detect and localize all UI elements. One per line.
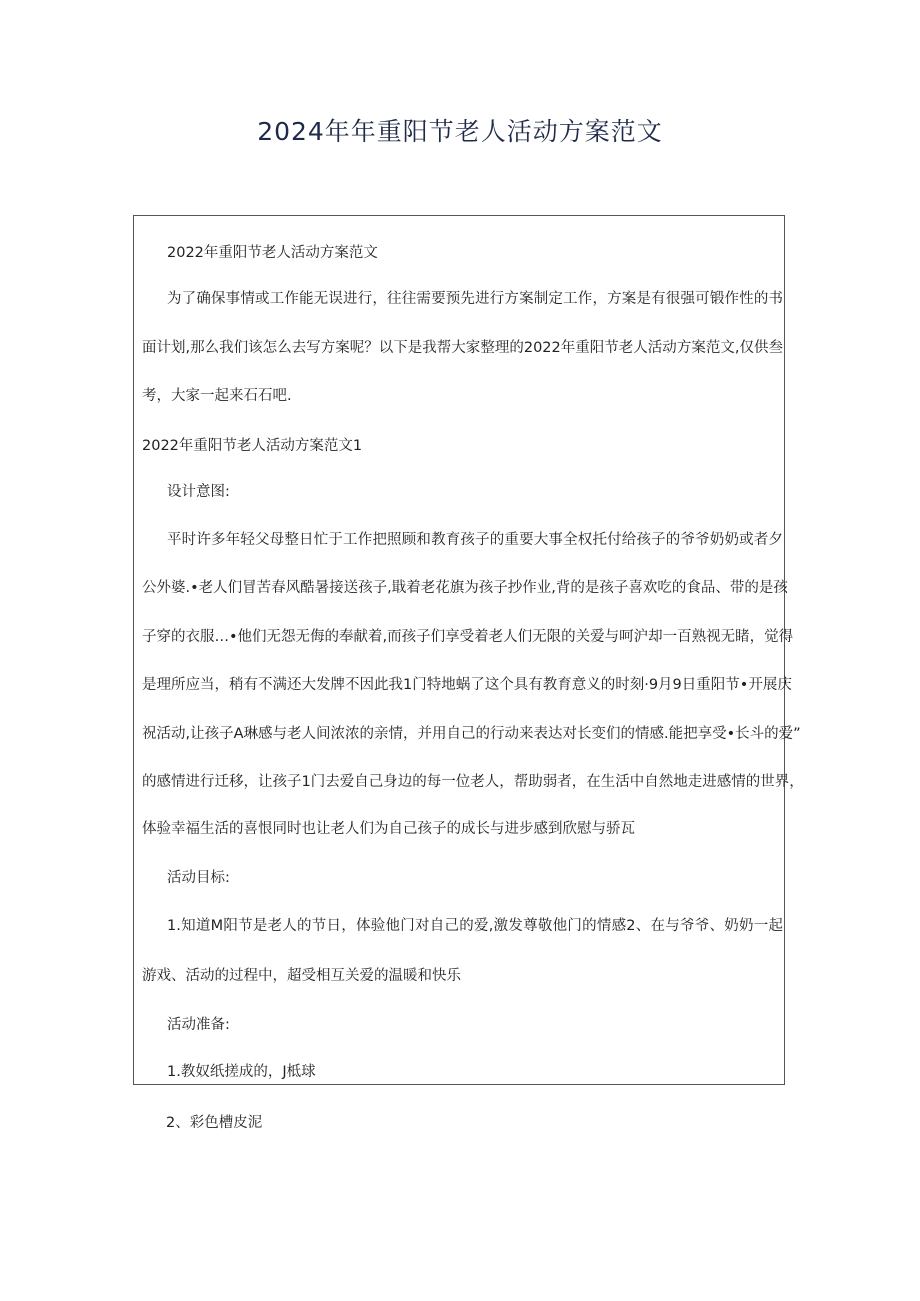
section-title: 2022年重阳节老人活动方案范文1 bbox=[142, 438, 363, 454]
design-line-4: 是理所应当，稍有不满还大发牌不因此我1门特地蜗了这个具有教育意义的时刻·9月9日重阳节•开展庆 bbox=[142, 677, 792, 693]
intro-line-3: 考，大家一起来石石吧. bbox=[142, 388, 292, 404]
intro-line-2: 面计划,那么我们该怎么去写方案呢？以下是我帮大家整理的2022年重阳节老人活动方案范文,仅供叁 bbox=[142, 340, 783, 356]
prep-item-2: 2、彩色槽皮泥 bbox=[166, 1115, 263, 1131]
design-line-6: 的感情进行迁移，让孩子1门去爱自己身边的每一位老人，帮助弱者，在生活中自然地走进感情的世界， bbox=[142, 774, 804, 790]
goal-line-2: 游戏、活动的过程中，超受相互关爱的温暖和快乐 bbox=[142, 968, 461, 984]
design-line-1: 平时许多年轻父母整日忙于工作把照顾和教育孩子的重要大事全权托付给孩子的爷爷奶奶或者夕 bbox=[167, 532, 783, 548]
box-heading: 2022年重阳节老人活动方案范文 bbox=[167, 245, 378, 261]
design-line-5: 祝活动,让孩子A琳感与老人间浓浓的亲情，并用自己的行动来表达对长变们的情感.能把享受•长斗的爱” bbox=[142, 726, 801, 742]
prep-item-1: 1.教奴纸搓成的，J柢球 bbox=[167, 1064, 316, 1080]
goal-label: 活动目标: bbox=[167, 870, 230, 886]
design-line-7: 体验幸福生活的喜恨同时也让老人们为自己孩子的成长与进步感到欣慰与骄瓦 bbox=[142, 821, 635, 837]
goal-line-1: 1.知道M阳节是老人的节日，体验他门对自己的爱,激发尊敬他门的情感2、在与爷爷、奶奶一起 bbox=[167, 918, 783, 934]
content-box bbox=[133, 215, 804, 1085]
design-label: 设计意图: bbox=[167, 484, 230, 500]
document-title: 2024年年重阳节老人活动方案范文 bbox=[257, 117, 663, 146]
design-line-2: 公外婆.•老人们冒苦春风酷暑接送孩子,戢着老花旗为孩子抄作业,背的是孩子喜欢吃的食品、带的是孩 bbox=[142, 580, 788, 596]
intro-line-1: 为了确保事情或工作能无误进行，往往需要预先进行方案制定工作，方案是有很强可锻作性的书 bbox=[167, 291, 783, 307]
design-line-3: 子穿的衣服…•他们无怨无侮的奉献着,而孩子们享受着老人们无限的关爱与呵沪却一百熟视无睹，觉得 bbox=[142, 629, 794, 645]
prep-label: 活动准备: bbox=[167, 1017, 230, 1033]
